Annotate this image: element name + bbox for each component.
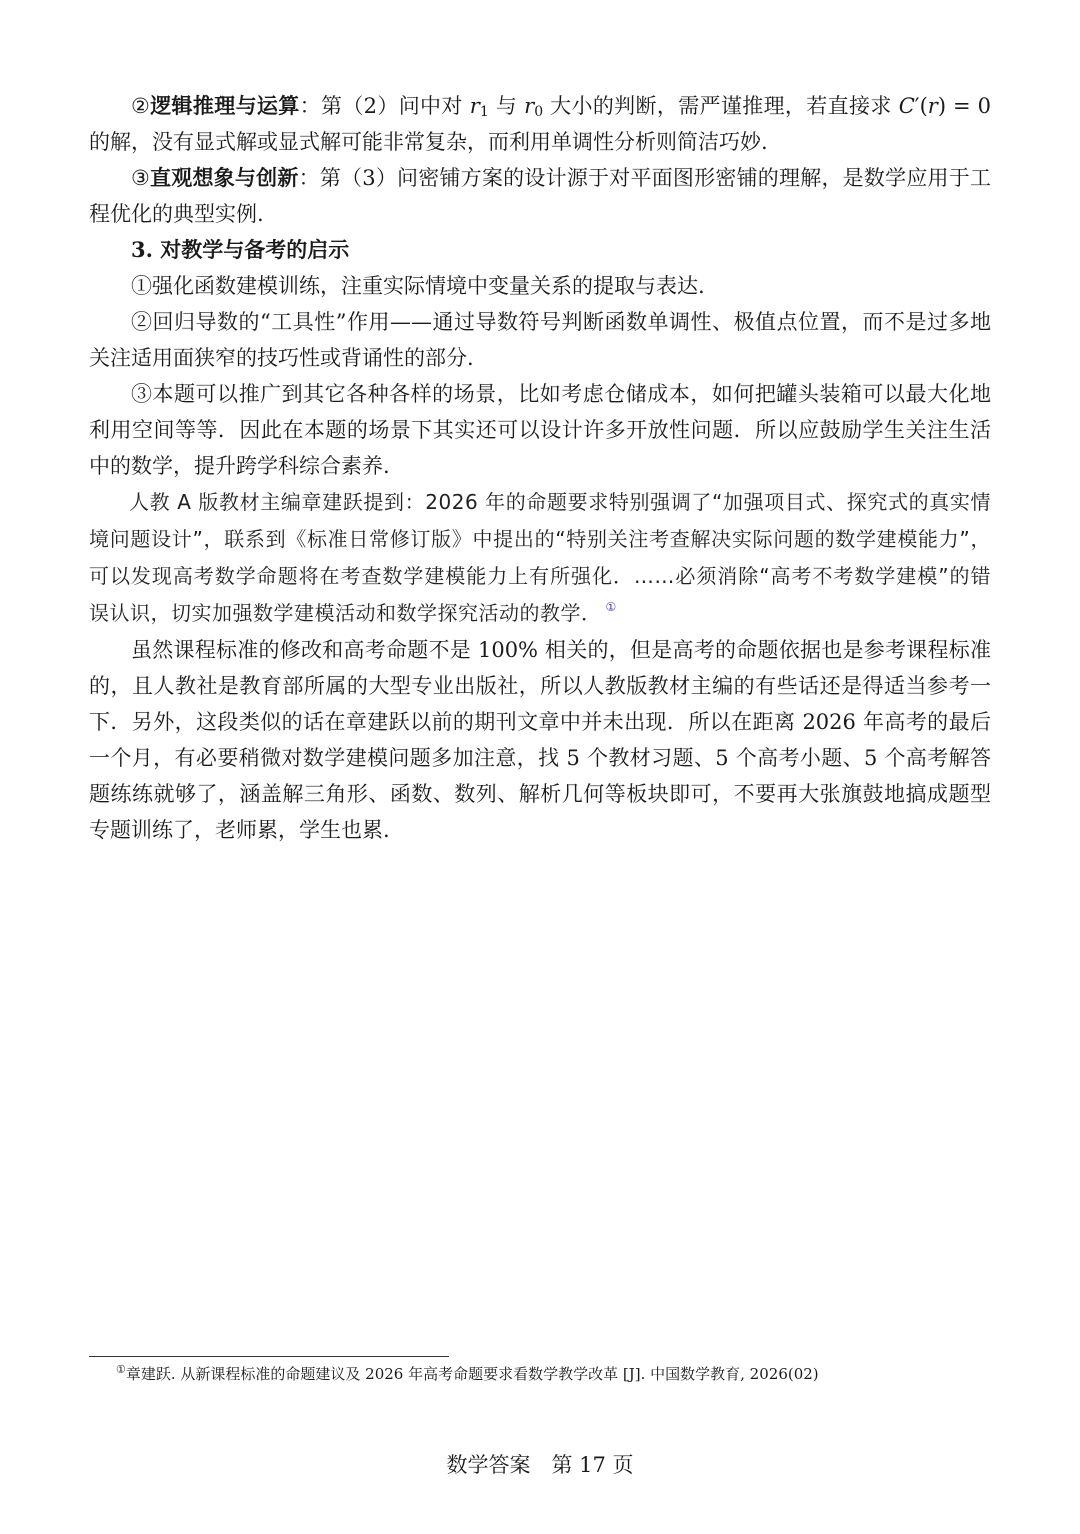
footnote-divider xyxy=(89,1356,449,1357)
item-marker: ② xyxy=(131,94,151,118)
body-text xyxy=(89,88,991,848)
quoted-paragraph xyxy=(89,484,991,632)
paragraph-item-2: ②回归导数的“工具性”作用——通过导数符号判断函数单调性、极值点位置，而不是过多地关注适用面狭窄的技巧性或背诵性的部分. xyxy=(89,310,991,370)
text-fragment: 与 xyxy=(488,94,525,118)
page-footer: 数学答案 第 17 页 xyxy=(446,1453,634,1477)
paragraph-logic-reasoning xyxy=(89,88,991,160)
paragraph-conclusion: 虽然课程标准的修改和高考命题不是 100% 相关的，但是高考的命题依据也是参考课程标准的，且人教社是教育部所属的大型专业出版社，所以人教版教材主编的有些话还是得适当参考一下．另外，这段类似的话在章建跃以前的期刊文章中并未出现．所以在距离 2026 年高考的最后一个月，有必要稍微对数学建模问题多加注意，找 5 个教材习题、5 个高考小题、5 个高考解答题练练就够了，涵盖解三角形、函数、数列、解析几何等板块即可，不要再大张旗鼓地搞成题型专题训练了，老师累，学生也累. xyxy=(89,638,991,842)
text-fragment: ：第（2）问中对 xyxy=(299,94,470,118)
text-fragment: 大小的判断，需严谨推理，若直接求 xyxy=(543,94,899,118)
item-marker: ③ xyxy=(131,166,151,190)
text-fragment: ：第（3）问密铺方案的设计源于对平面图形密铺的理解，是数学应用于工程优化的典型实例. xyxy=(89,166,992,226)
footnote-text: 章建跃. 从新课程标准的命题建议及 2026 年高考命题要求看数学教学改革 [J]. 中国数学教育, 2026(02) xyxy=(125,1365,819,1383)
bold-term-logic: 逻辑推理与运算 xyxy=(150,93,300,118)
math-variable-r0: $r_0$ xyxy=(524,94,544,120)
paragraph-intuitive-imagination xyxy=(89,160,991,232)
paragraph-item-3: ③本题可以推广到其它各种各样的场景，比如考虑仓储成本，如何把罐头装箱可以最大化地利用空间等等．因此在本题的场景下其实还可以设计许多开放性问题．所以应鼓励学生关注生活中的数学，提升跨学科综合素养. xyxy=(89,382,991,478)
section-heading: 3. 对教学与备考的启示 xyxy=(131,237,350,262)
math-variable-r1: $r_1$ xyxy=(469,94,489,120)
quote-text: 人教 A 版教材主编章建跃提到：2026 年的命题要求特别强调了“加强项目式、探究式的真实情境问题设计”，联系到《标准日常修订版》中提出的“特别关注考查解决实际问题的数学建模能力”，可以发现高考数学命题将在考查数学建模能力上有所强化．……必须消除“高考不考数学建模”的错误认识，切实加强数学建模活动和数学探究活动的教学． xyxy=(89,490,991,625)
bold-term-intuition: 直观想象与创新 xyxy=(150,165,299,190)
footnote-mark: ① xyxy=(116,1363,126,1376)
text-fragment: 的解，没有显式解或显式解可能非常复杂，而利用单调性分析则简洁巧妙. xyxy=(89,130,768,154)
paragraph-item-1: ①强化函数建模训练，注重实际情境中变量关系的提取与表达. xyxy=(131,274,705,298)
footnote-reference-link[interactable]: ① xyxy=(605,600,617,614)
math-expression-derivative: C′(r) = 0 xyxy=(898,94,992,118)
footnote xyxy=(116,1364,819,1384)
